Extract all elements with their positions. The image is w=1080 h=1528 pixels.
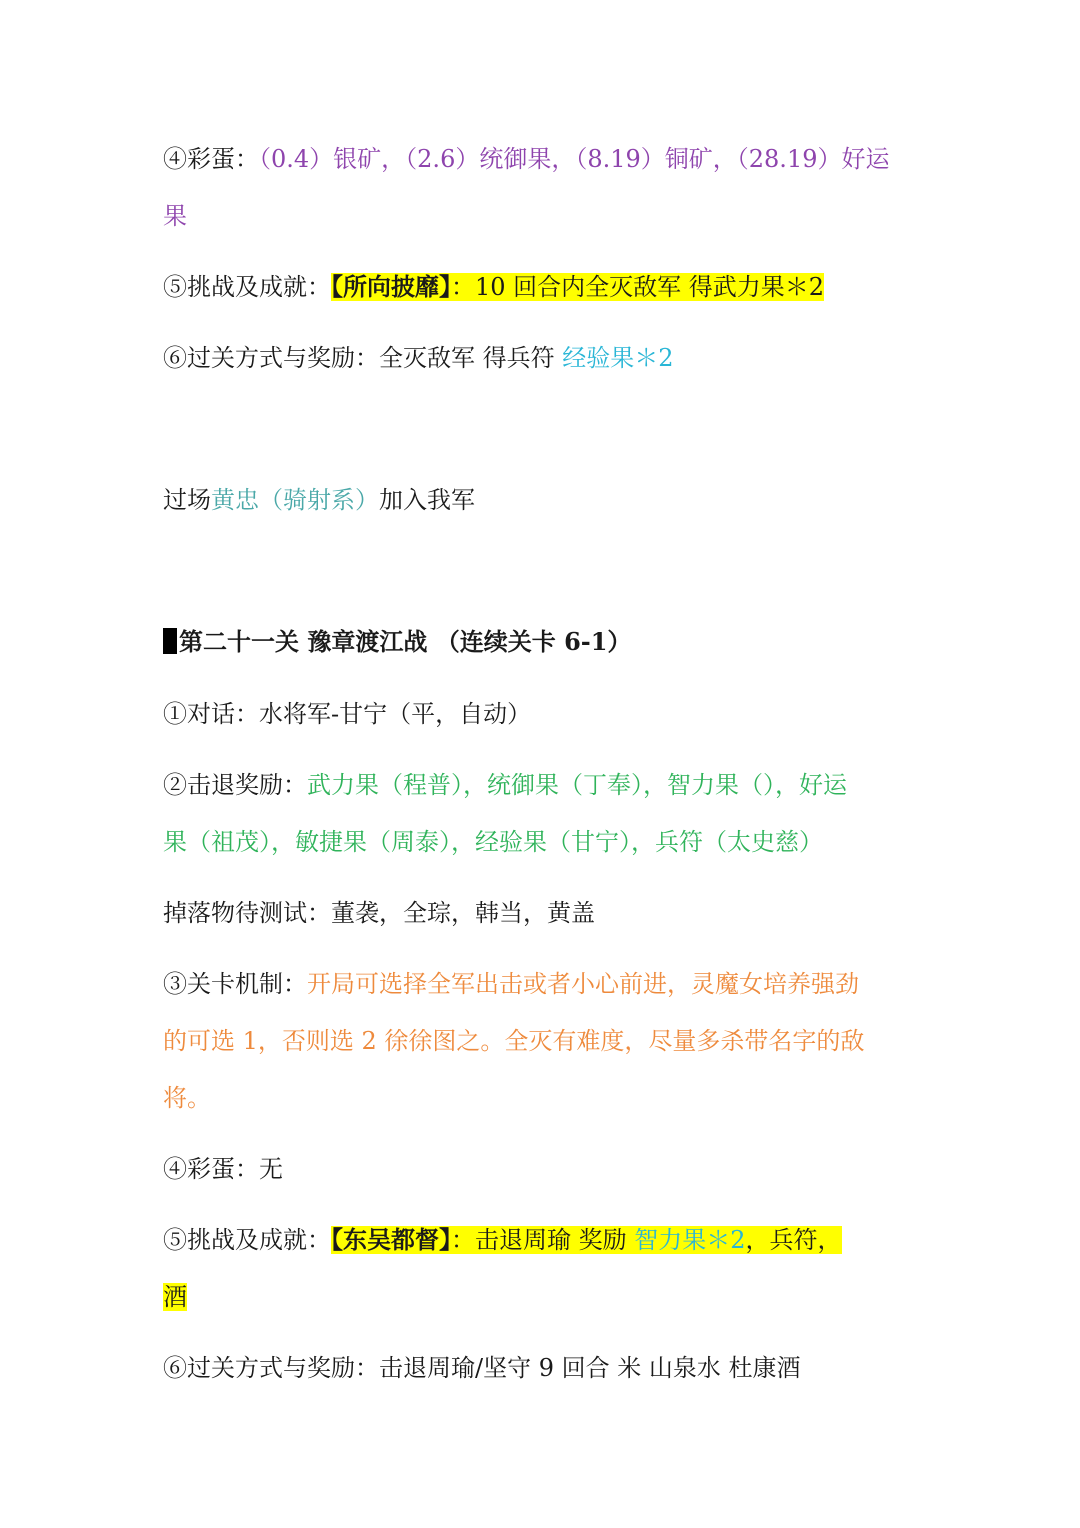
stage-title: 第二十一关 豫章渡江战 （连续关卡 6-1） [179,627,632,656]
transition-suffix: 加入我军 [379,486,475,514]
challenge-highlight [331,273,824,301]
challenge-wine: 酒 [163,1283,187,1311]
transition-hero: 黄忠（骑射系） [211,486,379,514]
clear-reward-line [163,341,923,375]
transition-prefix: 过场 [163,486,211,514]
challenge-line [163,270,923,304]
easter-egg-line-b: ④彩蛋：无 [163,1155,283,1183]
challenge-name-b: 【东吴都督】 [331,1225,451,1254]
challenge-label-b: ⑤挑战及成就： [163,1226,331,1254]
challenge-text-b2: ，兵符， [745,1226,842,1254]
easter-egg-line [163,142,923,176]
repel-reward-line [163,768,923,802]
clear-label: ⑥过关方式与奖励：全灭敌军 得兵符 [163,344,563,372]
repel-label: ②击退奖励： [163,771,307,799]
easter-egg-text: （0.4）银矿，（2.6）统御果，（8.19）铜矿，（28.19）好运 [259,145,890,173]
challenge-label: ⑤挑战及成就： [163,273,331,301]
challenge-name: 【所向披靡】 [331,272,451,301]
mechanic-line-cont-2: 将。 [163,1084,211,1112]
mechanic-line-cont-1: 的可选 1，否则选 2 徐徐图之。全灭有难度，尽量多杀带名字的敌 [163,1027,865,1055]
easter-egg-line-cont: 果 [163,202,187,230]
transition-line [163,483,923,517]
heading-bullet-icon [163,628,177,654]
challenge-line-b [163,1223,923,1257]
challenge-text-b1: ：击退周瑜 奖励 [451,1226,635,1254]
mechanic-text: 开局可选择全军出击或者小心前进，灵魔女培养强劲 [307,970,859,998]
stage-heading [163,625,923,659]
challenge-line-b-cont [163,1280,923,1314]
drops-line: 掉落物待测试：董袭，全琮，韩当，黄盖 [163,899,595,927]
challenge-reward-b: 智力果＊2 [634,1226,746,1254]
repel-text: 武力果（程普），统御果（丁奉），智力果（），好运 [307,771,847,799]
challenge-highlight-b [331,1226,842,1254]
dialog-line: ①对话：水将军-甘宁（平，自动） [163,700,532,728]
clear-reward: 经验果＊2 [562,344,674,372]
challenge-text: ：10 回合内全灭敌军 得武力果＊2 [451,273,825,301]
mechanic-line [163,967,923,1001]
easter-egg-label: ④彩蛋： [163,145,259,173]
repel-reward-line-cont: 果（祖茂），敏捷果（周泰），经验果（甘宁），兵符（太史慈） [163,828,823,856]
mechanic-label: ③关卡机制： [163,970,307,998]
clear-reward-line-b: ⑥过关方式与奖励：击退周瑜/坚守 9 回合 米 山泉水 杜康酒 [163,1354,801,1382]
